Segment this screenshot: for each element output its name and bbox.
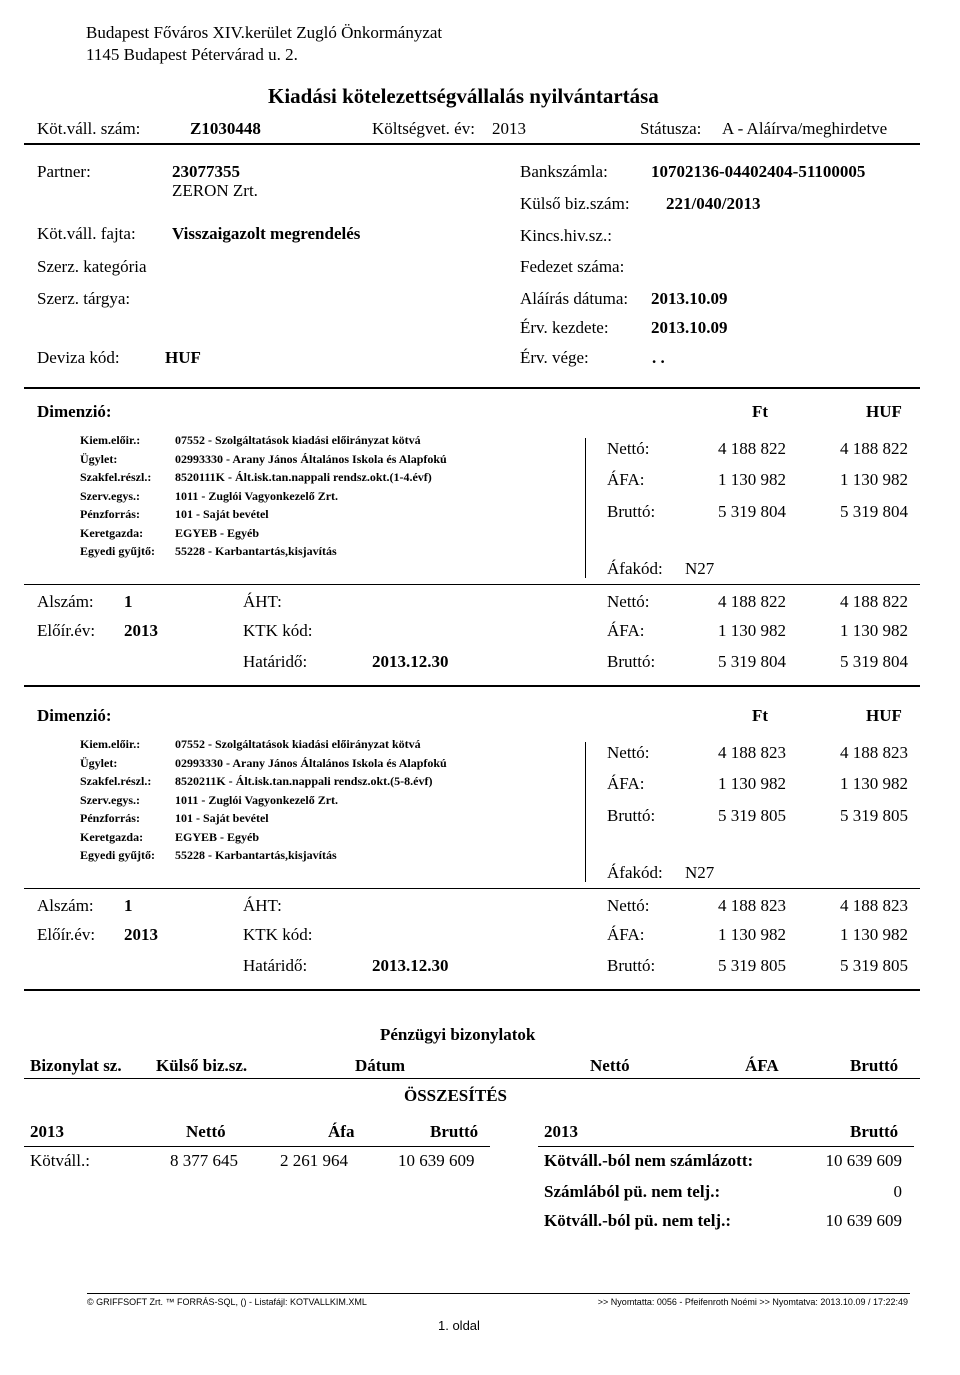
osszesites-right-brutto-header: Bruttó [850,1122,899,1141]
dim1-afakod: N27 [685,559,715,578]
dim2-szerv-value: 1011 - Zuglói Vagyonkezelő Zrt. [175,792,339,807]
dim1-keretgazda-label: Keretgazda: [80,525,144,540]
dim1-egyedi-value: 55228 - Karbantartás,kisjavítás [175,544,337,558]
dim1-divider [24,584,920,585]
deviza: HUF [165,348,201,367]
dim2-sum-afa-ft: 1 130 982 [718,925,786,944]
dim1-kiem-label: Kiem.előir.: [80,433,141,447]
erv-kezdete: 2013.10.09 [651,318,728,337]
dim1-sum-brutto-label: Bruttó: [607,652,656,671]
dim1-sum-netto-ft: 4 188 822 [718,592,786,611]
dim1-hatarido: 2013.12.30 [372,652,449,671]
dim1-sum-netto-huf: 4 188 822 [840,592,908,611]
dim2-huf-header: HUF [866,706,902,725]
osszesites-right-year: 2013 [544,1122,578,1141]
koltsegvet-ev: 2013 [492,119,526,138]
dim2-sum-afa-huf: 1 130 982 [840,925,908,944]
dim1-keretgazda-value: EGYEB - Egyéb [175,525,260,540]
dim1-aht-label: ÁHT: [243,592,282,611]
bizonylatok-title: Pénzügyi bizonylatok [380,1025,536,1044]
dim1-brutto-label: Bruttó: [607,502,656,521]
dim1-sum-brutto-huf: 5 319 804 [840,652,908,671]
dim2-kiem-value: 07552 - Szolgáltatások kiadási előirányzat kötvá [175,737,421,751]
dim2-kiem-label: Kiem.előir.: [80,737,141,751]
osszesites-row-0-label: Kötváll.-ból nem számlázott: [544,1151,754,1170]
dim1-ktk-label: KTK kód: [243,621,313,640]
dim2-penzforras-label: Pénzforrás: [80,811,140,825]
dim1-alszam-label: Alszám: [37,592,94,611]
org-name: Budapest Főváros XIV.kerület Zugló Önkormányzat [86,23,443,42]
partner-name: ZERON Zrt. [172,181,258,200]
bizonylat-col-5: Bruttó [850,1056,899,1075]
dim1-sum-brutto-ft: 5 319 804 [718,652,786,671]
kategoria-label: Szerz. kategória [37,257,147,276]
dim2-ft-header: Ft [752,706,769,725]
bizonylat-col-3: Nettó [590,1056,630,1075]
partner-id: 23077355 [172,162,240,181]
dim1-vertical-divider [585,438,586,578]
bankszamla-label: Bankszámla: [520,162,608,181]
dim2-sum-netto-label: Nettó: [607,896,650,915]
dim2-sum-afa-label: ÁFA: [607,925,645,944]
dim2-afakod-label: Áfakód: [607,863,663,882]
koltsegvet-label: Költségvet. év: [372,119,475,138]
partner-divider [24,387,920,389]
page-title: Kiadási kötelezettségvállalás nyilvántartása [268,84,659,108]
kulso: 221/040/2013 [666,194,761,213]
dim2-afakod: N27 [685,863,715,882]
page-number: 1. oldal [438,1318,480,1333]
osszesites-netto-header: Nettó [186,1122,226,1141]
osszesites-row-2-label: Kötváll.-ból pü. nem telj.: [544,1211,731,1230]
dim2-title: Dimenzió: [37,706,112,725]
dim1-penzforras-value: 101 - Saját bevétel [175,507,269,521]
bizonylat-col-0: Bizonylat sz. [30,1056,122,1075]
statusz-label: Státusza: [640,119,702,138]
dim2-keretgazda-value: EGYEB - Egyéb [175,829,260,844]
bizonylat-col-2: Dátum [355,1056,406,1075]
dim2-eloir-ev-label: Előír.év: [37,925,96,944]
statusz: A - Aláírva/meghirdetve [722,119,888,138]
dim2-egyedi-value: 55228 - Karbantartás,kisjavítás [175,848,337,862]
dim2-hatarido: 2013.12.30 [372,956,449,975]
header-divider [24,143,920,145]
kulso-label: Külső biz.szám: [520,194,630,213]
fajta-label: Köt.váll. fajta: [37,224,136,243]
bankszamla: 10702136-04402404-51100005 [651,162,866,181]
osszesites-afa-header: Áfa [328,1122,355,1141]
dim2-keretgazda-label: Keretgazda: [80,829,144,844]
kot-vall-szam-label: Köt.váll. szám: [37,119,141,138]
dim1-netto-ft: 4 188 822 [718,439,786,458]
dim1-huf-header: HUF [866,402,902,421]
dim1-afakod-label: Áfakód: [607,559,663,578]
dim1-netto-label: Nettó: [607,439,650,458]
dim1-sum-netto-label: Nettó: [607,592,650,611]
dim1-szerv-value: 1011 - Zuglói Vagyonkezelő Zrt. [175,488,339,503]
dim2-szakfel-label: Szakfel.részl.: [80,774,152,788]
targya-label: Szerz. tárgya: [37,289,131,308]
alairas: 2013.10.09 [651,289,728,308]
dim1-brutto-huf: 5 319 804 [840,502,908,521]
dim2-alszam: 1 [124,896,133,915]
dim1-ft-header: Ft [752,402,769,421]
kotvall-afa: 2 261 964 [280,1151,348,1170]
dim1-afa-huf: 1 130 982 [840,470,908,489]
kotvall-netto: 8 377 645 [170,1151,238,1170]
osszesites-left-divider [24,1146,490,1147]
dim2-eloir-ev: 2013 [124,925,158,944]
dim1-afa-ft: 1 130 982 [718,470,786,489]
dim1-penzforras-label: Pénzforrás: [80,507,140,521]
alairas-label: Aláírás dátuma: [520,289,629,308]
osszesites-right-divider [538,1146,914,1147]
footer-right: >> Nyomtatta: 0056 - Pfeifenroth Noémi >> Nyomtatva: 2013.10.09 / 17:22:49 [597,1297,908,1307]
dim2-szerv-label: Szerv.egys.: [80,792,140,807]
dim1-netto-huf: 4 188 822 [840,439,908,458]
dim2-afa-label: ÁFA: [607,774,645,793]
footer-left: © GRIFFSOFT Zrt. ™ FORRÁS-SQL, () - Listafájl: KOTVALLKIM.XML [87,1297,367,1307]
dim2-sum-brutto-label: Bruttó: [607,956,656,975]
dim1-ugylet-label: Ügylet: [80,451,118,466]
dim2-penzforras-value: 101 - Saját bevétel [175,811,269,825]
org-address: 1145 Budapest Pétervárad u. 2. [86,45,298,64]
dim1-eloir-ev-label: Előír.év: [37,621,96,640]
osszesites-title: ÖSSZESÍTÉS [404,1086,508,1105]
dim2-afa-ft: 1 130 982 [718,774,786,793]
dim2-ktk-label: KTK kód: [243,925,313,944]
dim1-alszam: 1 [124,592,133,611]
dim2-brutto-label: Bruttó: [607,806,656,825]
osszesites-row-1-value: 0 [893,1182,902,1201]
dim2-divider [24,888,920,889]
bizonylatok-divider [24,1078,920,1079]
dim1-ugylet-value: 02993330 - Arany János Általános Iskola és Alapfokú [175,451,447,466]
kotvall-brutto: 10 639 609 [398,1151,475,1170]
deviza-label: Deviza kód: [37,348,120,367]
erv-vege: . . [652,348,665,367]
dim2-sum-brutto-ft: 5 319 805 [718,956,786,975]
partner-label: Partner: [37,162,91,181]
dim1-szakfel-label: Szakfel.részl.: [80,470,152,484]
dim2-sum-netto-ft: 4 188 823 [718,896,786,915]
kot-vall-szam: Z1030448 [190,119,261,138]
dim2-ugylet-label: Ügylet: [80,755,118,770]
dim1-szerv-label: Szerv.egys.: [80,488,140,503]
dim2-ugylet-value: 02993330 - Arany János Általános Iskola és Alapfokú [175,755,447,770]
kincs-label: Kincs.hiv.sz.: [520,226,612,245]
dim2-netto-label: Nettó: [607,743,650,762]
dim2-szakfel-value: 8520211K - Ált.isk.tan.nappali rendsz.okt.(5-8.évf) [175,774,433,788]
osszesites-brutto-header: Bruttó [430,1122,479,1141]
dim1-szakfel-value: 8520111K - Ált.isk.tan.nappali rendsz.okt.(1-4.évf) [175,470,432,484]
osszesites-row-2-value: 10 639 609 [825,1211,902,1230]
dim1-hatarido-label: Határidő: [243,652,308,671]
kotvall-label: Kötváll.: [30,1151,90,1170]
dim1-kiem-value: 07552 - Szolgáltatások kiadási előirányzat kötvá [175,433,421,447]
footer-divider [87,1293,910,1294]
dim2-netto-ft: 4 188 823 [718,743,786,762]
dim2-sum-netto-huf: 4 188 823 [840,896,908,915]
erv-kezdete-label: Érv. kezdete: [520,318,609,337]
dim1-sum-afa-ft: 1 130 982 [718,621,786,640]
dim2-afa-huf: 1 130 982 [840,774,908,793]
osszesites-row-0-value: 10 639 609 [825,1151,902,1170]
dim2-bottom-divider [24,989,920,991]
erv-vege-label: Érv. vége: [520,348,589,367]
dim2-egyedi-label: Egyedi gyűjtő: [80,848,155,862]
dim1-eloir-ev: 2013 [124,621,158,640]
dim2-sum-brutto-huf: 5 319 805 [840,956,908,975]
osszesites-row-1-label: Számlából pü. nem telj.: [544,1182,721,1201]
bizonylat-col-1: Külső biz.sz. [156,1056,248,1075]
dim1-sum-afa-label: ÁFA: [607,621,645,640]
dim1-egyedi-label: Egyedi gyűjtő: [80,544,155,558]
dim2-vertical-divider [585,742,586,882]
dim2-aht-label: ÁHT: [243,896,282,915]
dim1-afa-label: ÁFA: [607,470,645,489]
bizonylat-col-4: ÁFA [745,1056,779,1075]
fajta: Visszaigazolt megrendelés [172,224,361,243]
dim1-title: Dimenzió: [37,402,112,421]
dim2-brutto-ft: 5 319 805 [718,806,786,825]
dim2-netto-huf: 4 188 823 [840,743,908,762]
dim2-hatarido-label: Határidő: [243,956,308,975]
dim1-sum-afa-huf: 1 130 982 [840,621,908,640]
fedezet-label: Fedezet száma: [520,257,625,276]
dim1-brutto-ft: 5 319 804 [718,502,786,521]
dim2-alszam-label: Alszám: [37,896,94,915]
dim1-bottom-divider [24,685,920,687]
dim2-brutto-huf: 5 319 805 [840,806,908,825]
osszesites-year: 2013 [30,1122,64,1141]
